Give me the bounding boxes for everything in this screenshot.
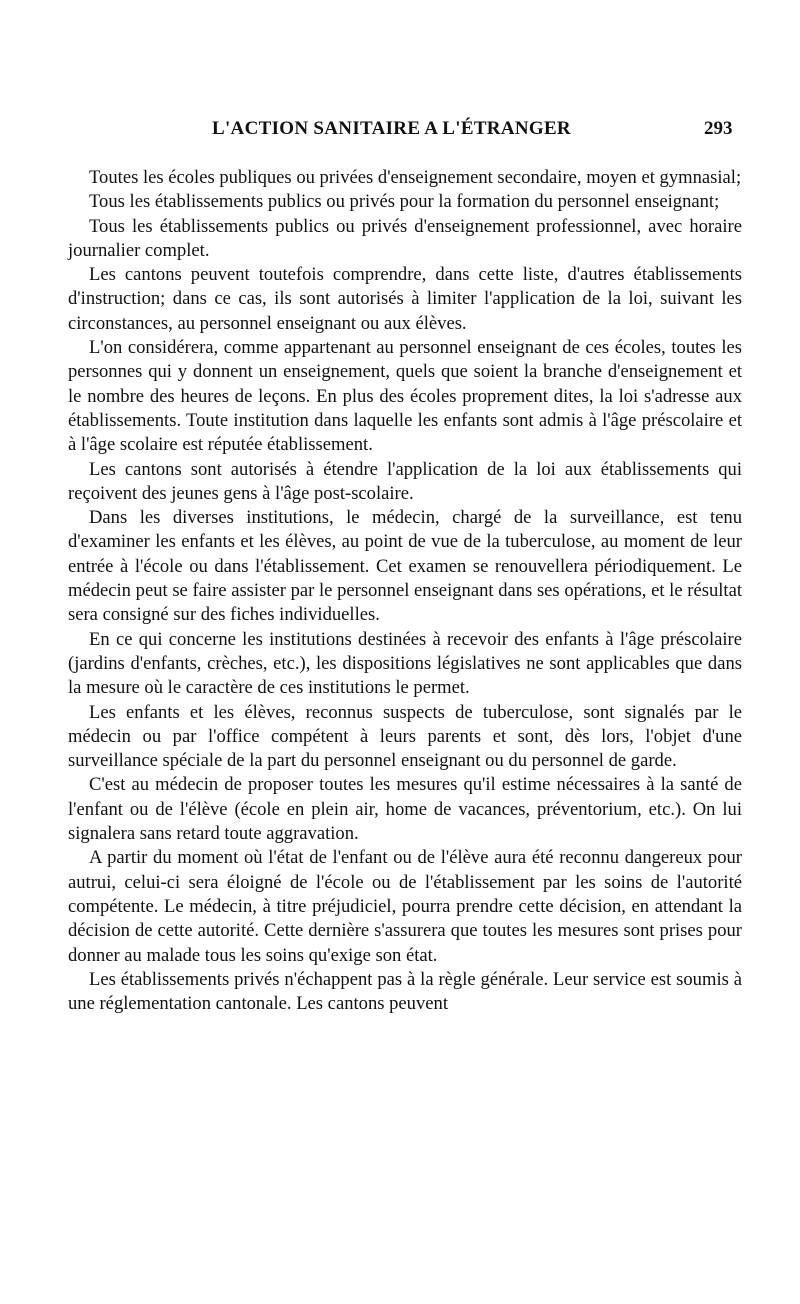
paragraph: Tous les établissements publics ou privés d'enseignement professionnel, avec horaire journalier complet. bbox=[68, 215, 742, 261]
running-title: L'ACTION SANITAIRE A L'ÉTRANGER bbox=[212, 118, 571, 139]
paragraph: Toutes les écoles publiques ou privées d'enseignement secondaire, moyen et gymnasial; bbox=[89, 167, 742, 188]
paragraph: Les établissements privés n'échappent pas à la règle générale. Leur service est soumis à une réglementation cantonale. Les cantons peuvent bbox=[68, 968, 742, 1015]
running-header bbox=[0, 118, 800, 148]
paragraph: A partir du moment où l'état de l'enfant ou de l'élève aura été reconnu dangereux pour autrui, celui-ci sera éloigné de l'école ou de l'établissement par les soins de l'autorité compétente. Le médecin, à titre préjudiciel, pourra prendre cette décision, en attendant la décision de cette autorité. Cette dernière s'assurera que toutes les mesures sont prises pour donner au malade tous les soins qu'exige son état. bbox=[68, 847, 742, 966]
paragraph: C'est au médecin de proposer toutes les mesures qu'il estime nécessaires à la santé de l'enfant ou de l'élève (école en plein air, home de vacances, préventorium, etc.). On lui signalera sans retard toute aggravation. bbox=[68, 774, 742, 845]
paragraph: Dans les diverses institutions, le médecin, chargé de la surveillance, est tenu d'examiner les enfants et les élèves, au point de vue de la tuberculose, au moment de leur entrée à l'école ou dans l'établissement. Cet examen se renouvellera périodiquement. Le médecin peut se faire assister par le personnel enseignant dans ses opérations, et le résultat sera consigné sur des fiches individuelles. bbox=[68, 507, 742, 626]
paragraph: Les cantons sont autorisés à étendre l'application de la loi aux établissements qui reçoivent des jeunes gens à l'âge post-scolaire. bbox=[68, 458, 742, 504]
paragraph: Tous les établissements publics ou privés pour la formation du personnel enseignant; bbox=[89, 191, 720, 213]
page-number: 293 bbox=[704, 118, 733, 139]
paragraph: En ce qui concerne les institutions destinées à recevoir des enfants à l'âge préscolaire (jardins d'enfants, crèches, etc.), les dispositions législatives ne sont applicables que dans la mesure où le caractère de ces institutions le permet. bbox=[68, 628, 742, 699]
body-text bbox=[68, 166, 742, 1016]
paragraph: L'on considérera, comme appartenant au personnel enseignant de ces écoles, toutes les personnes qui y donnent un enseignement, quels que soient la branche d'enseignement et le nombre des heures de leçons. En plus des écoles proprement dites, la loi s'adresse aux établissements. Toute institution dans laquelle les enfants sont admis à l'âge préscolaire et à l'âge scolaire est réputée établissement. bbox=[68, 337, 742, 456]
paragraph: Les enfants et les élèves, reconnus suspects de tuberculose, sont signalés par le médecin ou par l'office compétent à leurs parents et sont, dès lors, l'objet d'une surveillance spéciale de la part du personnel enseignant ou du personnel de garde. bbox=[68, 701, 742, 772]
paragraph: Les cantons peuvent toutefois comprendre, dans cette liste, d'autres établissements d'instruction; dans ce cas, ils sont autorisés à limiter l'application de la loi, suivant les circonstances, au personnel enseignant ou aux élèves. bbox=[68, 264, 742, 334]
